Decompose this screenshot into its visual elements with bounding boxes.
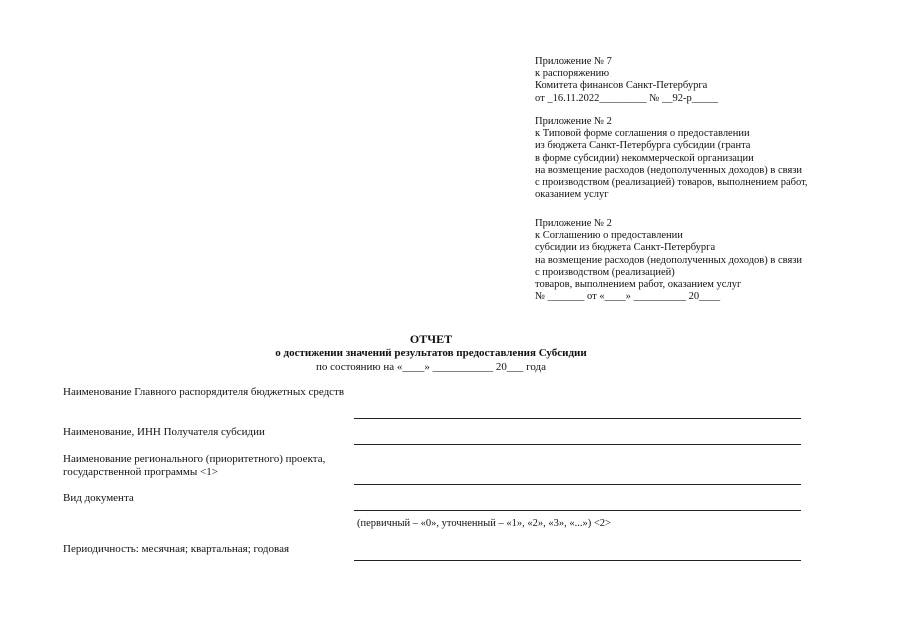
field-label-project-program: Наименование регионального (приоритетного) проекта, государственной программы <1>	[63, 453, 326, 478]
appendix-line: Приложение № 7	[535, 56, 612, 67]
field-line-periodicity[interactable]	[354, 560, 801, 561]
appendix-line: товаров, выполнением работ, оказанием услуг	[535, 279, 742, 291]
report-title: ОТЧЕТ	[409, 332, 453, 346]
appendix-2-typical-form-header	[535, 116, 808, 201]
appendix-line: № _______ от «____» __________ 20____	[535, 291, 721, 303]
appendix-line: на возмещение расходов (недополученных доходов) в связи	[535, 254, 803, 266]
field-label-document-type: Вид документа	[63, 492, 134, 504]
appendix-line: к Типовой форме соглашения о предоставлении	[535, 128, 750, 140]
field-label-periodicity: Периодичность: месячная; квартальная; годовая	[63, 543, 290, 555]
appendix-line: к Соглашению о предоставлении	[535, 230, 683, 242]
appendix-line: от _16.11.2022_________ № __92-р_____	[535, 92, 718, 104]
appendix-line: Приложение № 2	[535, 218, 612, 229]
report-subtitle: о достижении значений результатов предоставления Субсидии	[275, 347, 587, 359]
appendix-line: Приложение № 2	[535, 116, 612, 127]
field-line-recipient-inn[interactable]	[354, 444, 801, 445]
appendix-2-agreement-header	[535, 218, 802, 303]
appendix-line: Комитета финансов Санкт-Петербурга	[535, 80, 708, 92]
field-line-project-program[interactable]	[354, 484, 801, 485]
appendix-line: оказанием услуг	[535, 189, 609, 201]
field-line-document-type[interactable]	[354, 510, 801, 511]
field-label-chief-administrator: Наименование Главного распорядителя бюджетных средств	[63, 386, 345, 398]
appendix-line: с производством (реализацией) товаров, выполнением работ,	[535, 177, 808, 189]
document-type-hint: (первичный – «0», уточненный – «1», «2», «3», «...») <2>	[357, 518, 611, 529]
appendix-line: с производством (реализацией)	[535, 266, 675, 278]
appendix-line: в форме субсидии) некоммерческой организации	[535, 152, 754, 164]
appendix-line: из бюджета Санкт-Петербурга субсидии (гранта	[535, 140, 751, 152]
field-label-recipient-inn: Наименование, ИНН Получателя субсидии	[63, 426, 265, 438]
field-line-chief-administrator[interactable]	[354, 418, 801, 419]
appendix-line: на возмещение расходов (недополученных доходов) в связи	[535, 164, 803, 176]
appendix-line: к распоряжению	[535, 68, 610, 80]
appendix-7-header	[535, 56, 718, 105]
report-as-of-date: по состоянию на «____» ___________ 20___ года	[315, 361, 547, 373]
appendix-line: субсидии из бюджета Санкт-Петербурга	[535, 242, 716, 254]
